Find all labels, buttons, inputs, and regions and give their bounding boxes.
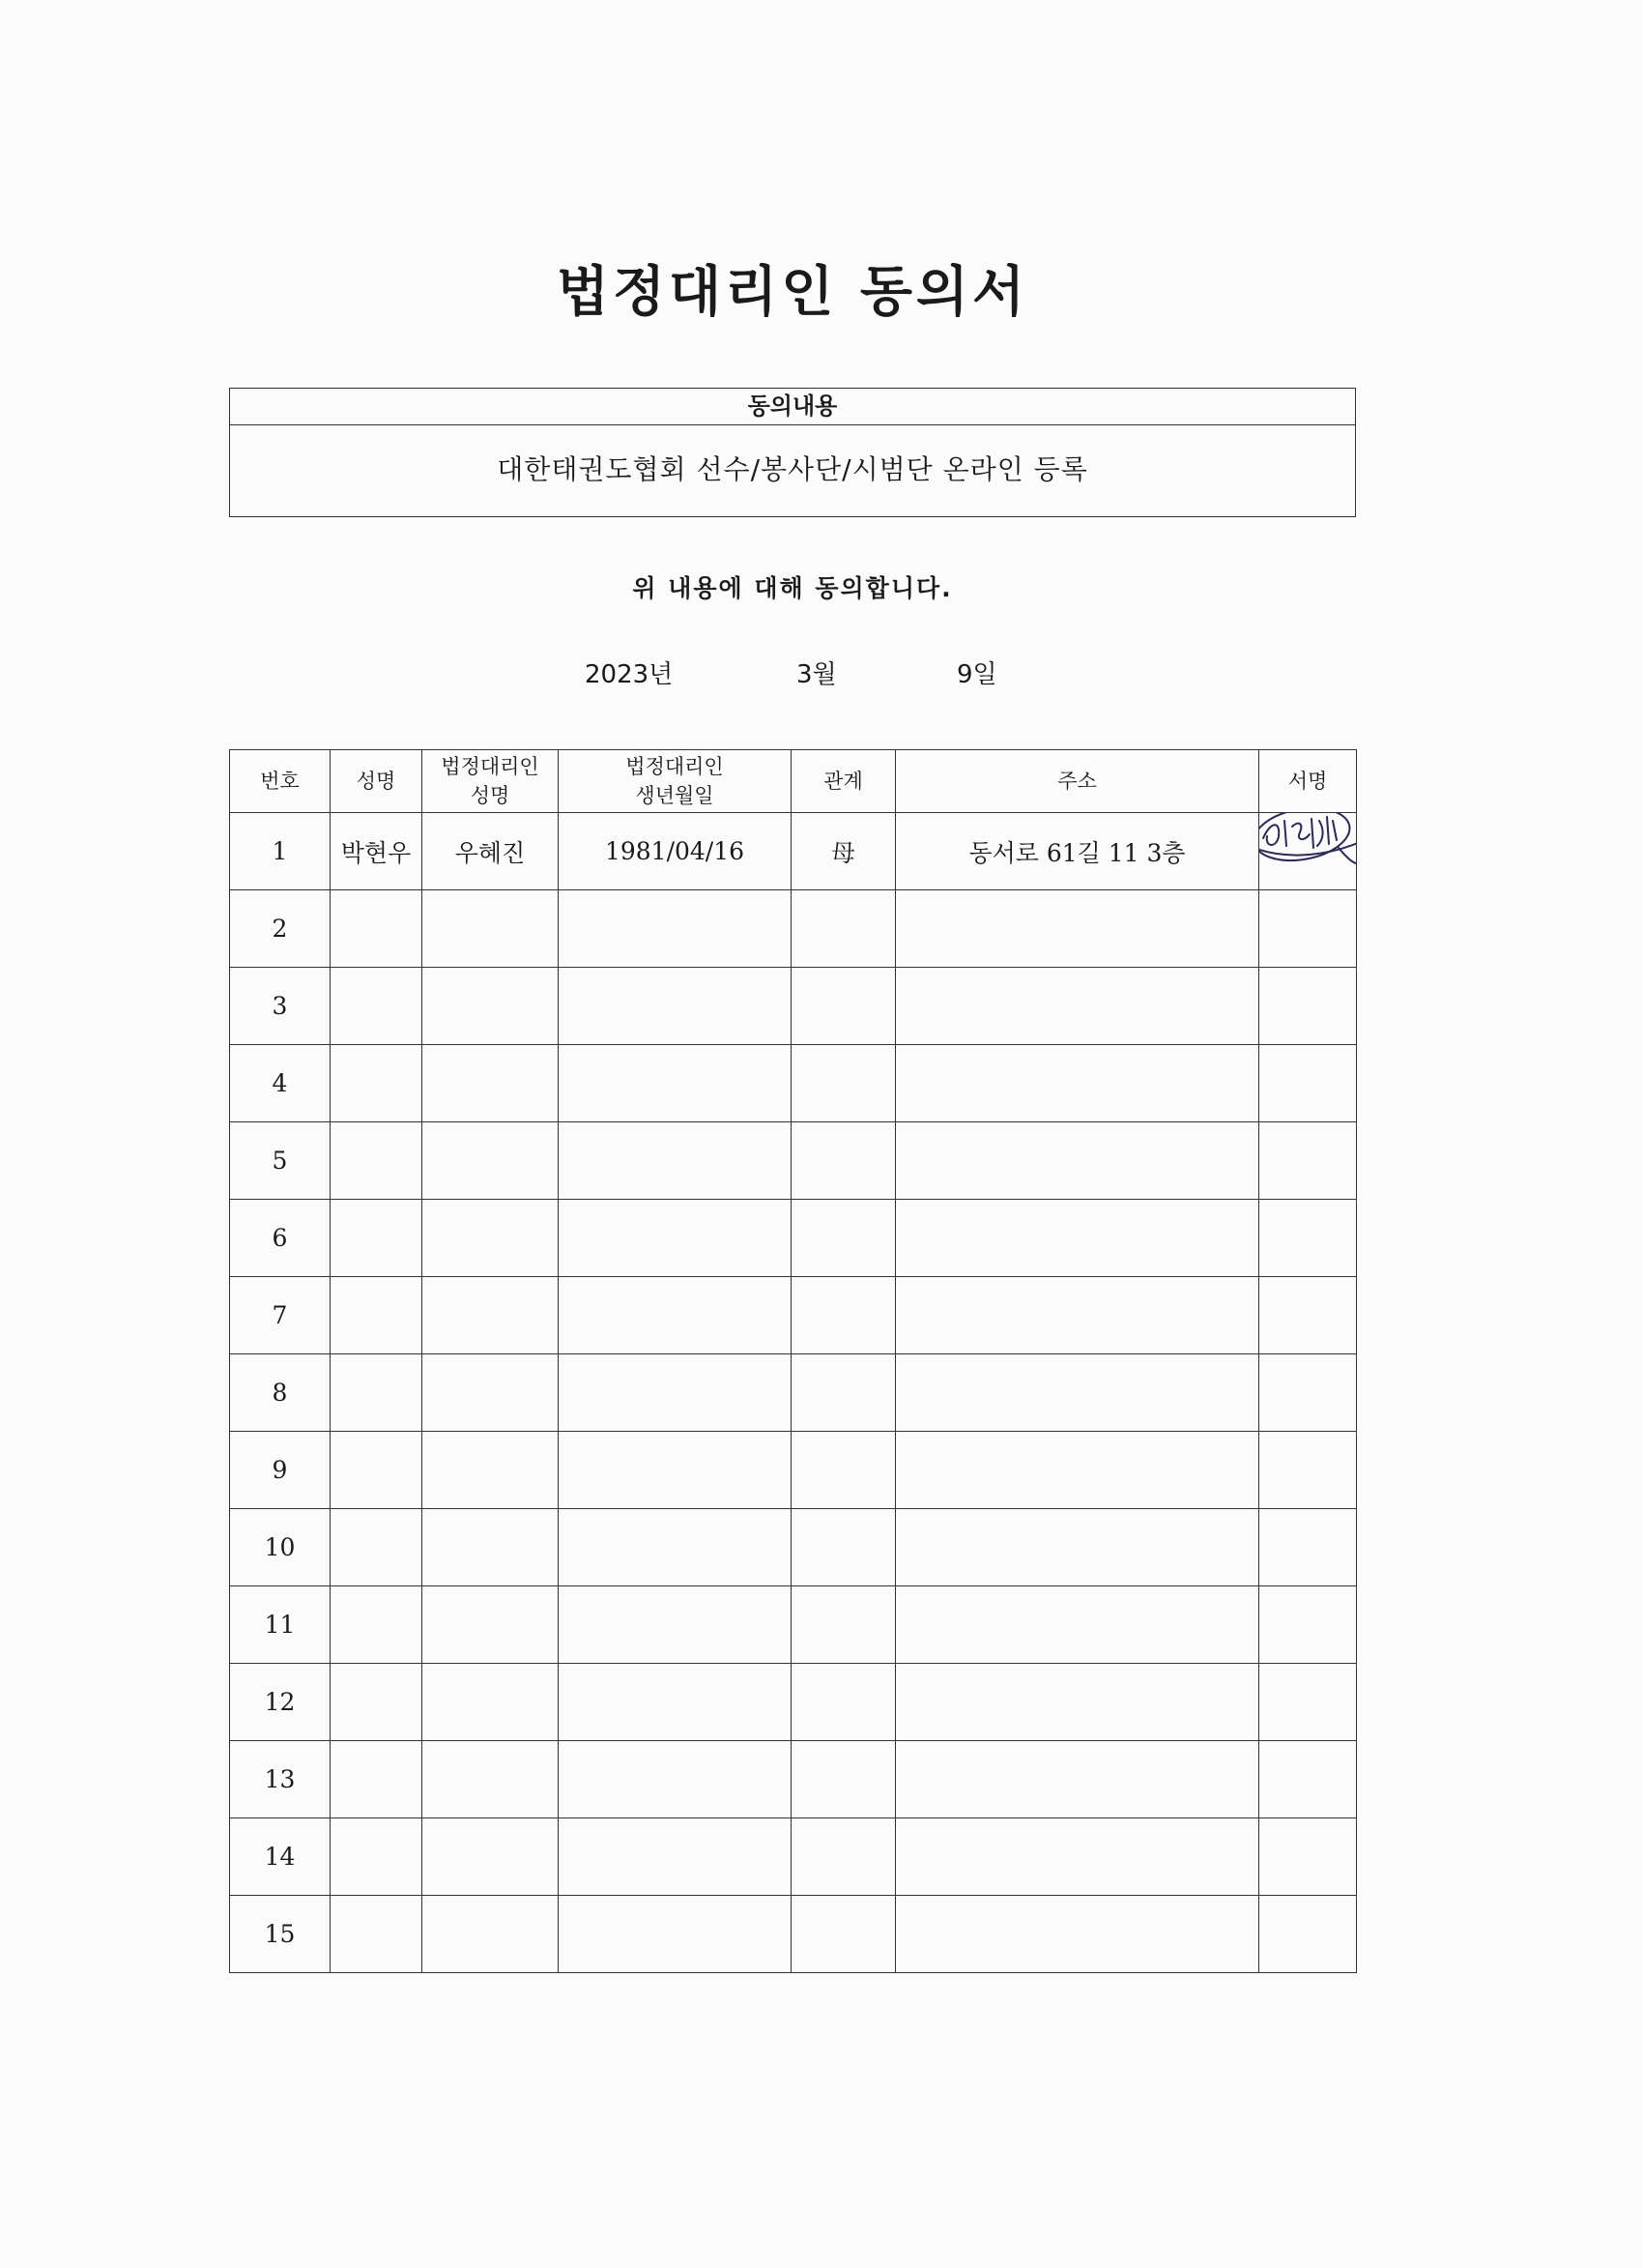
page-title: 법정대리인 동의서 bbox=[556, 261, 1029, 324]
header-rep-dob-line2: 생년월일 bbox=[635, 784, 714, 807]
row-signature bbox=[1259, 1045, 1357, 1122]
row-rep-name: 우혜진 bbox=[422, 813, 559, 890]
row-rep-dob bbox=[559, 1200, 792, 1277]
handwritten-signature bbox=[1259, 813, 1357, 880]
row-number: 11 bbox=[230, 1586, 331, 1664]
table-row bbox=[230, 1818, 1357, 1896]
row-rep-name bbox=[422, 1896, 559, 1973]
row-relation bbox=[792, 1818, 896, 1896]
row-number: 7 bbox=[230, 1277, 331, 1354]
row-relation bbox=[792, 968, 896, 1045]
header-address: 주소 bbox=[896, 750, 1259, 813]
row-name bbox=[331, 1432, 422, 1509]
table-row bbox=[230, 1354, 1357, 1432]
row-rep-dob bbox=[559, 968, 792, 1045]
row-number: 2 bbox=[230, 890, 331, 968]
row-address bbox=[896, 1045, 1259, 1122]
row-number: 8 bbox=[230, 1354, 331, 1432]
row-relation: 母 bbox=[792, 813, 896, 890]
row-rep-dob bbox=[559, 1509, 792, 1586]
row-number: 14 bbox=[230, 1818, 331, 1896]
row-name bbox=[331, 890, 422, 968]
header-rep-dob-line1: 법정대리인 bbox=[625, 755, 724, 778]
row-address bbox=[896, 1741, 1259, 1818]
row-relation bbox=[792, 1045, 896, 1122]
row-relation bbox=[792, 1354, 896, 1432]
row-rep-name bbox=[422, 1818, 559, 1896]
row-address bbox=[896, 968, 1259, 1045]
row-rep-dob bbox=[559, 1122, 792, 1200]
date-year: 2023년 bbox=[585, 660, 674, 689]
row-number: 9 bbox=[230, 1432, 331, 1509]
row-signature bbox=[1259, 813, 1357, 890]
row-rep-name bbox=[422, 1432, 559, 1509]
header-name: 성명 bbox=[331, 750, 422, 813]
row-rep-dob bbox=[559, 1664, 792, 1741]
date-day: 9일 bbox=[957, 660, 997, 689]
table-row bbox=[230, 968, 1357, 1045]
row-address bbox=[896, 890, 1259, 968]
table-row bbox=[230, 1896, 1357, 1973]
header-rep-dob bbox=[559, 750, 792, 813]
table-header-row bbox=[230, 750, 1357, 813]
row-name bbox=[331, 1664, 422, 1741]
table-row bbox=[230, 890, 1357, 968]
row-name bbox=[331, 1509, 422, 1586]
row-signature bbox=[1259, 1277, 1357, 1354]
header-relation: 관계 bbox=[792, 750, 896, 813]
row-address bbox=[896, 1896, 1259, 1973]
row-signature bbox=[1259, 1122, 1357, 1200]
row-rep-name bbox=[422, 1586, 559, 1664]
row-number: 5 bbox=[230, 1122, 331, 1200]
row-number: 15 bbox=[230, 1896, 331, 1973]
row-signature bbox=[1259, 1200, 1357, 1277]
row-relation bbox=[792, 1896, 896, 1973]
row-number: 12 bbox=[230, 1664, 331, 1741]
row-name bbox=[331, 1277, 422, 1354]
row-number: 13 bbox=[230, 1741, 331, 1818]
table-row bbox=[230, 1432, 1357, 1509]
row-relation bbox=[792, 1122, 896, 1200]
consent-content: 대한태권도협회 선수/봉사단/시범단 온라인 등록 bbox=[497, 453, 1088, 485]
row-rep-dob bbox=[559, 1741, 792, 1818]
row-address bbox=[896, 1432, 1259, 1509]
table-row bbox=[230, 813, 1357, 890]
row-name bbox=[331, 1200, 422, 1277]
header-signature: 서명 bbox=[1259, 750, 1357, 813]
row-rep-name bbox=[422, 968, 559, 1045]
row-name bbox=[331, 1586, 422, 1664]
table-row bbox=[230, 1045, 1357, 1122]
row-name: 박현우 bbox=[331, 813, 422, 890]
row-name bbox=[331, 1896, 422, 1973]
row-address bbox=[896, 1354, 1259, 1432]
header-rep-name-line1: 법정대리인 bbox=[441, 755, 539, 778]
row-rep-name bbox=[422, 1664, 559, 1741]
row-address bbox=[896, 1664, 1259, 1741]
row-relation bbox=[792, 1509, 896, 1586]
table-row bbox=[230, 1277, 1357, 1354]
row-address bbox=[896, 1586, 1259, 1664]
row-name bbox=[331, 1354, 422, 1432]
row-rep-dob bbox=[559, 1045, 792, 1122]
consent-box bbox=[229, 388, 1356, 517]
date-month: 3월 bbox=[796, 660, 837, 689]
row-rep-dob bbox=[559, 890, 792, 968]
agreement-statement: 위 내용에 대해 동의합니다. bbox=[632, 574, 953, 602]
table-row bbox=[230, 1509, 1357, 1586]
row-address: 동서로 61길 11 3층 bbox=[896, 813, 1259, 890]
row-relation bbox=[792, 890, 896, 968]
row-rep-dob: 1981/04/16 bbox=[559, 813, 792, 890]
row-number: 10 bbox=[230, 1509, 331, 1586]
representative-table bbox=[229, 749, 1357, 1973]
row-address bbox=[896, 1200, 1259, 1277]
row-rep-dob bbox=[559, 1586, 792, 1664]
row-rep-dob bbox=[559, 1818, 792, 1896]
row-name bbox=[331, 968, 422, 1045]
row-relation bbox=[792, 1432, 896, 1509]
row-rep-name bbox=[422, 1122, 559, 1200]
header-number: 번호 bbox=[230, 750, 331, 813]
row-signature bbox=[1259, 1509, 1357, 1586]
row-signature bbox=[1259, 890, 1357, 968]
row-name bbox=[331, 1741, 422, 1818]
row-rep-name bbox=[422, 1509, 559, 1586]
row-signature bbox=[1259, 1586, 1357, 1664]
table-row bbox=[230, 1664, 1357, 1741]
row-number: 6 bbox=[230, 1200, 331, 1277]
row-rep-name bbox=[422, 1277, 559, 1354]
header-rep-name bbox=[422, 750, 559, 813]
row-address bbox=[896, 1122, 1259, 1200]
row-rep-dob bbox=[559, 1896, 792, 1973]
row-number: 4 bbox=[230, 1045, 331, 1122]
row-number: 1 bbox=[230, 813, 331, 890]
table-row bbox=[230, 1200, 1357, 1277]
row-rep-name bbox=[422, 1354, 559, 1432]
consent-header: 동의내용 bbox=[230, 389, 1355, 425]
header-rep-name-line2: 성명 bbox=[470, 784, 510, 807]
row-signature bbox=[1259, 1896, 1357, 1973]
row-rep-name bbox=[422, 1741, 559, 1818]
row-number: 3 bbox=[230, 968, 331, 1045]
row-relation bbox=[792, 1277, 896, 1354]
row-rep-dob bbox=[559, 1432, 792, 1509]
row-relation bbox=[792, 1664, 896, 1741]
row-rep-name bbox=[422, 1045, 559, 1122]
row-signature bbox=[1259, 1741, 1357, 1818]
table-row bbox=[230, 1586, 1357, 1664]
row-address bbox=[896, 1509, 1259, 1586]
row-signature bbox=[1259, 1664, 1357, 1741]
row-signature bbox=[1259, 1354, 1357, 1432]
row-rep-dob bbox=[559, 1354, 792, 1432]
table-row bbox=[230, 1741, 1357, 1818]
table-row bbox=[230, 1122, 1357, 1200]
row-relation bbox=[792, 1200, 896, 1277]
row-signature bbox=[1259, 1432, 1357, 1509]
row-name bbox=[331, 1818, 422, 1896]
row-address bbox=[896, 1277, 1259, 1354]
row-name bbox=[331, 1122, 422, 1200]
row-signature bbox=[1259, 968, 1357, 1045]
row-address bbox=[896, 1818, 1259, 1896]
row-rep-dob bbox=[559, 1277, 792, 1354]
row-relation bbox=[792, 1741, 896, 1818]
row-relation bbox=[792, 1586, 896, 1664]
row-rep-name bbox=[422, 1200, 559, 1277]
row-rep-name bbox=[422, 890, 559, 968]
row-name bbox=[331, 1045, 422, 1122]
row-signature bbox=[1259, 1818, 1357, 1896]
